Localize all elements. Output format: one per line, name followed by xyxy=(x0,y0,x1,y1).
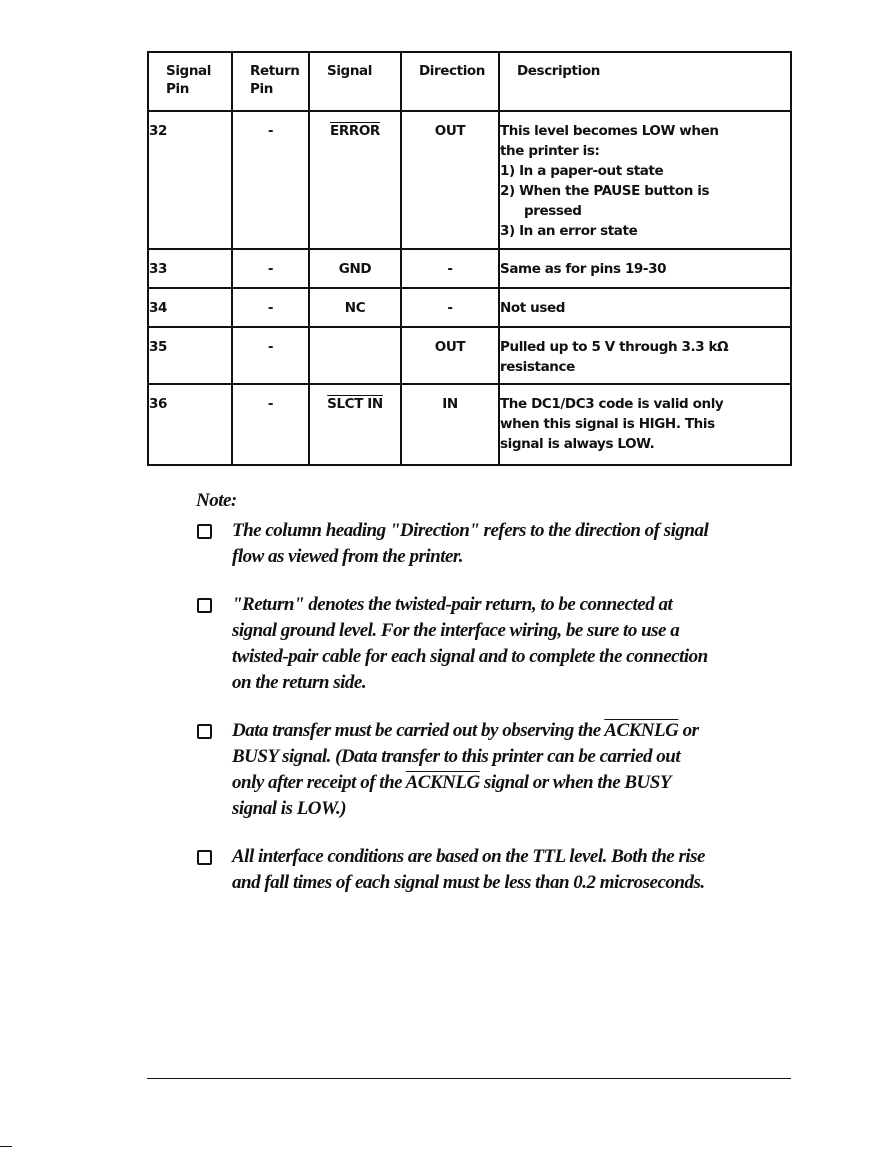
description-cell: This level becomes LOW when the printer is: 1) In a paper-out state 2) When the PAUSE button is pressed 3) In an error state xyxy=(499,111,791,249)
description-cell: The DC1/DC3 code is valid only when this signal is HIGH. This signal is always LOW. xyxy=(499,384,791,465)
table-row xyxy=(148,288,791,327)
description-cell: Not used xyxy=(499,288,791,327)
table-row xyxy=(148,327,791,384)
header-description: Description xyxy=(499,52,791,111)
pin-cell: 36 xyxy=(148,384,232,465)
table-row xyxy=(148,249,791,288)
header-signal: Signal xyxy=(309,52,401,111)
direction-cell: OUT xyxy=(401,111,499,249)
direction-cell: - xyxy=(401,249,499,288)
pin-cell: 34 xyxy=(148,288,232,327)
pin-cell: 35 xyxy=(148,327,232,384)
return-cell: - xyxy=(232,327,309,384)
signal-cell: SLCT IN xyxy=(309,384,401,465)
description-cell: Pulled up to 5 V through 3.3 kΩ resistance xyxy=(499,327,791,384)
pin-cell: 32 xyxy=(148,111,232,249)
signal-cell: NC xyxy=(309,288,401,327)
table-header-row xyxy=(148,52,791,111)
direction-cell: - xyxy=(401,288,499,327)
table-row xyxy=(148,111,791,249)
checkbox-icon xyxy=(197,724,212,739)
note-label: Note: xyxy=(196,490,237,511)
header-return-pin: Return Pin xyxy=(232,52,309,111)
signal-cell xyxy=(309,327,401,384)
direction-cell: IN xyxy=(401,384,499,465)
header-signal-pin: Signal Pin xyxy=(148,52,232,111)
signal-cell: GND xyxy=(309,249,401,288)
note-item: "Return" denotes the twisted-pair return, to be connected at signal ground level. For the interface wiring, be sure to use a twisted-pair cable for each signal and to complete the connection on the return side. xyxy=(196,592,786,696)
checkbox-icon xyxy=(197,598,212,613)
pin-signal-table xyxy=(147,51,792,466)
return-cell: - xyxy=(232,111,309,249)
checkbox-icon xyxy=(197,524,212,539)
notes-section xyxy=(196,488,786,918)
return-cell: - xyxy=(232,249,309,288)
header-direction: Direction xyxy=(401,52,499,111)
note-item: The column heading "Direction" refers to the direction of signal flow as viewed from the printer. xyxy=(196,518,786,570)
description-cell: Same as for pins 19-30 xyxy=(499,249,791,288)
return-cell: - xyxy=(232,384,309,465)
checkbox-icon xyxy=(197,850,212,865)
pin-cell: 33 xyxy=(148,249,232,288)
note-item: Data transfer must be carried out by observing the ACKNLG or BUSY signal. (Data transfer to this printer can be carried out only after receipt of the ACKNLG signal or when the BUSY signal is LOW.) xyxy=(196,718,786,822)
note-item: All interface conditions are based on the TTL level. Both the rise and fall times of each signal must be less than 0.2 microseconds. xyxy=(196,844,786,896)
direction-cell: OUT xyxy=(401,327,499,384)
signal-cell: ERROR xyxy=(309,111,401,249)
table-row xyxy=(148,384,791,465)
return-cell: - xyxy=(232,288,309,327)
footer-rule xyxy=(147,1078,791,1079)
margin-mark xyxy=(0,1146,12,1147)
